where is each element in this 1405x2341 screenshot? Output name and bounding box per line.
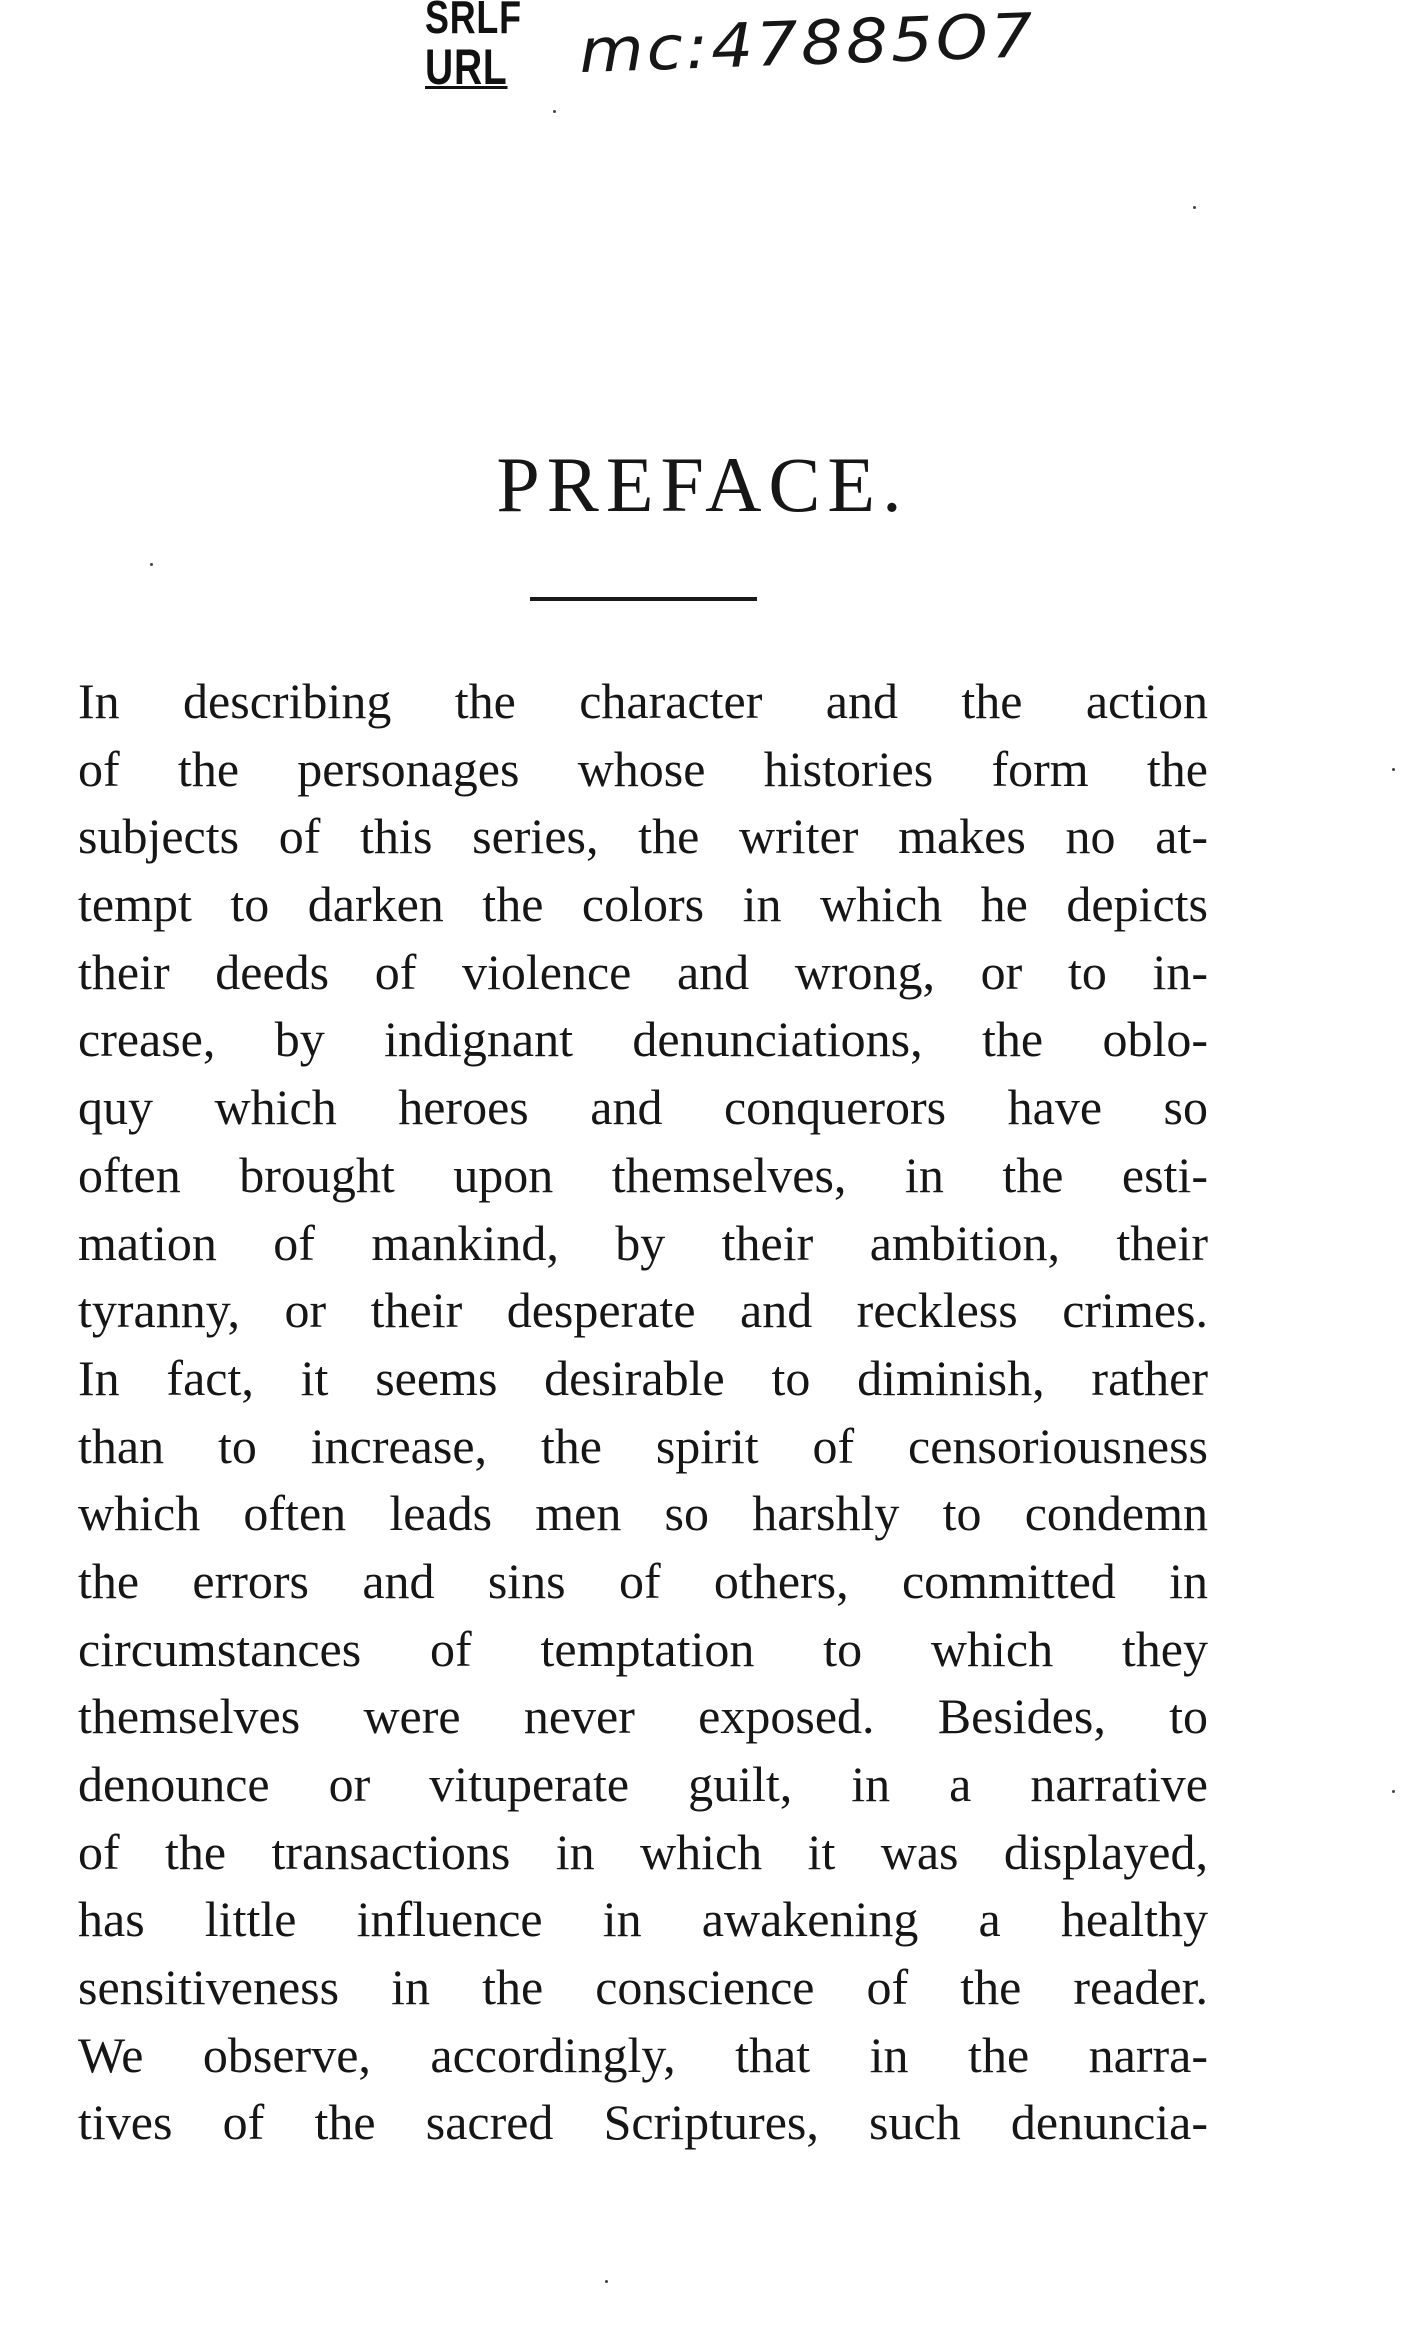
body-line: We observe, accordingly, that in the narra- [78, 2026, 1208, 2083]
paper-speck [1392, 1790, 1395, 1793]
body-line: often brought upon themselves, in the esti- [78, 1146, 1208, 1203]
paper-speck [1392, 768, 1395, 771]
body-line: mation of mankind, by their ambition, their [78, 1214, 1208, 1271]
library-stamp [425, 0, 549, 95]
body-line: denounce or vituperate guilt, in a narrative [78, 1756, 1208, 1812]
body-line: tives of the sacred Scriptures, such denuncia- [78, 2094, 1208, 2151]
body-line: which often leads men so harshly to condemn [78, 1485, 1208, 1542]
body-line: of the personages whose histories form the [78, 740, 1208, 797]
body-line: In describing the character and the action [78, 673, 1208, 729]
body-line: themselves were never exposed. Besides, to [78, 1688, 1208, 1745]
body-line: crease, by indignant denunciations, the oblo- [78, 1011, 1208, 1068]
body-line: circumstances of temptation to which they [78, 1620, 1208, 1677]
body-line: their deeds of violence and wrong, or to in- [78, 943, 1208, 1000]
handwritten-call-number: mc:47885O7 [578, 0, 1037, 87]
stamp-line-1: SRLF [425, 0, 522, 43]
paper-speck [553, 110, 556, 113]
body-line: subjects of this series, the writer makes no at- [78, 808, 1208, 865]
page-title: PREFACE. [496, 441, 909, 528]
body-line: the errors and sins of others, committed in [78, 1552, 1208, 1609]
body-line: sensitiveness in the conscience of the reader. [78, 1959, 1208, 2016]
paper-speck [1193, 206, 1196, 209]
body-line: than to increase, the spirit of censoriousness [78, 1417, 1208, 1474]
paper-speck [605, 2280, 608, 2283]
body-line: In fact, it seems desirable to diminish, rather [78, 1349, 1208, 1406]
preface-body [78, 668, 1208, 2157]
stamp-line-2: URL [425, 39, 508, 95]
body-line: of the transactions in which it was displayed, [78, 1823, 1208, 1880]
body-line: tyranny, or their desperate and reckless crimes. [78, 1282, 1208, 1339]
body-line: tempt to darken the colors in which he depicts [78, 876, 1208, 933]
paper-speck [150, 563, 153, 566]
body-line: has little influence in awakening a healthy [78, 1891, 1208, 1948]
body-line: quy which heroes and conquerors have so [78, 1079, 1208, 1136]
heading-rule [530, 597, 757, 601]
